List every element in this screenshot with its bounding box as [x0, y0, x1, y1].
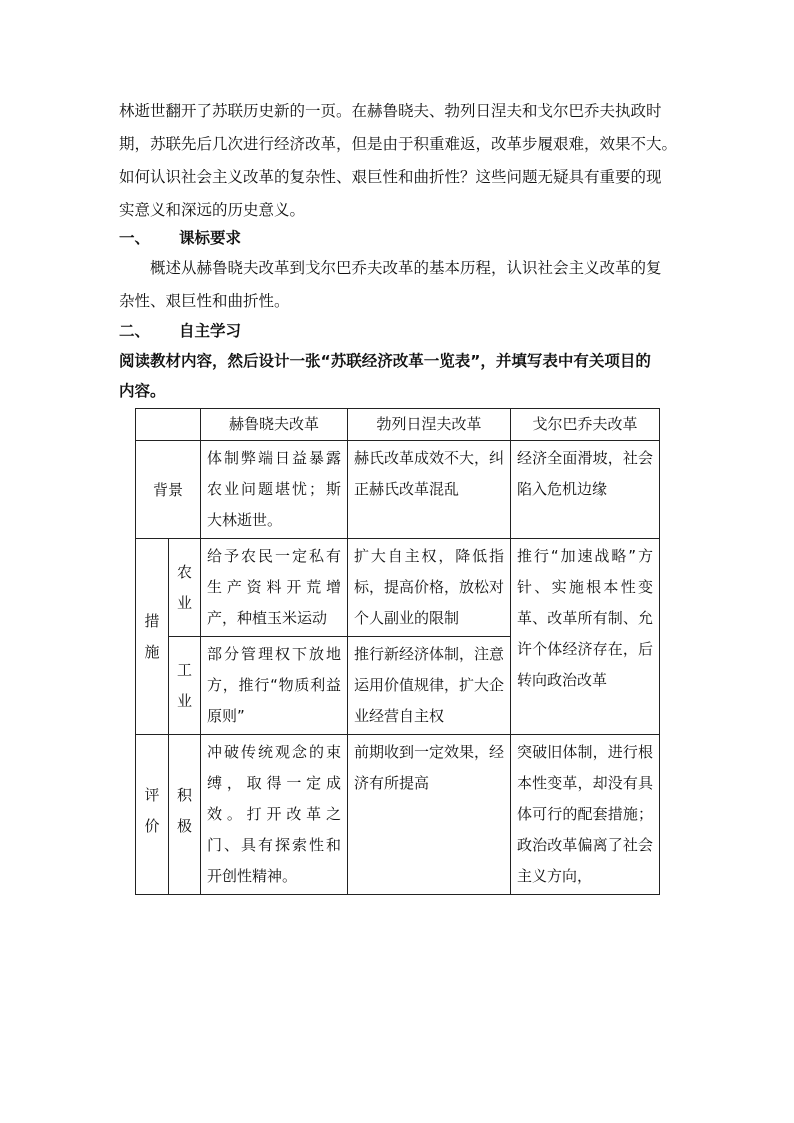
cell-background-khrushchev: 体制弊端日益暴露农业问题堪忧；斯大林逝世。 [201, 441, 348, 539]
cell-positive-gorbachev: 突破旧体制，进行根本性变革，却没有具体可行的配套措施；政治改革偏离了社会主义方向， [511, 735, 660, 895]
table-row-evaluation [136, 735, 660, 895]
intro-line: 期，苏联先后几次进行经济改革，但是由于积重难返，改革步履艰难，效果不大。 [119, 135, 678, 153]
section-number: 二、 [119, 322, 151, 340]
intro-paragraph [119, 95, 679, 227]
row-label-measures [136, 539, 169, 735]
section-heading-self-study [119, 316, 241, 346]
industry-label: 工业 [176, 660, 192, 710]
table-row-agriculture [136, 539, 660, 637]
cell-industry-brezhnev: 推行新经济体制，注意运用价值规律，扩大企业经营自主权 [348, 637, 511, 735]
standards-paragraph [119, 252, 679, 318]
intro-line: 实意义和深远的历史意义。 [119, 201, 306, 219]
cell-agriculture-brezhnev: 扩大自主权，降低指标，提高价格，放松对个人副业的限制 [348, 539, 511, 637]
section-heading-standards [119, 223, 241, 253]
row-label-background [136, 441, 201, 539]
cell-agriculture-khrushchev: 给予农民一定私有生产资料开荒增产，种植玉米运动 [201, 539, 348, 637]
standards-line: 概述从赫鲁晓夫改革到戈尔巴乔夫改革的基本历程，认识社会主义改革的复 [150, 259, 662, 277]
instruction-line: 阅读教材内容，然后设计一张“苏联经济改革一览表”，并填写表中有关项目的 [119, 352, 651, 370]
reform-table [135, 408, 660, 895]
cell-positive-khrushchev: 冲破传统观念的束缚，取得一定成效。打开改革之门、具有探索性和开创性精神。 [201, 735, 348, 895]
row-label-industry [169, 637, 201, 735]
section-number: 一、 [119, 229, 151, 247]
header-brezhnev: 勃列日涅夫改革 [348, 409, 511, 441]
background-label: 背景 [152, 481, 183, 499]
header-gorbachev: 戈尔巴乔夫改革 [511, 409, 660, 441]
measures-label: 措施 [144, 611, 160, 661]
cell-background-brezhnev: 赫氏改革成效不大，纠正赫氏改革混乱 [348, 441, 511, 539]
standards-line: 杂性、艰巨性和曲折性。 [119, 292, 290, 310]
header-khrushchev: 赫鲁晓夫改革 [201, 409, 348, 441]
section-title: 课标要求 [179, 229, 242, 247]
row-label-evaluation [136, 735, 169, 895]
table-header-row [136, 409, 660, 441]
positive-label: 积极 [176, 786, 192, 835]
cell-measures-gorbachev: 推行“加速战略”方针、实施根本性变革、改革所有制、允许个体经济存在，后转向政治改革 [511, 539, 660, 735]
row-label-agriculture [169, 539, 201, 637]
cell-background-gorbachev: 经济全面滑坡，社会陷入危机边缘 [511, 441, 660, 539]
cell-industry-khrushchev: 部分管理权下放地方，推行“物质利益原则” [201, 637, 348, 735]
agriculture-label: 农业 [176, 562, 192, 612]
table-row-background [136, 441, 660, 539]
header-corner [136, 409, 201, 441]
intro-line: 如何认识社会主义改革的复杂性、艰巨性和曲折性？这些问题无疑具有重要的现 [119, 168, 662, 186]
instruction-paragraph [119, 346, 679, 406]
instruction-line: 内容。 [119, 382, 166, 400]
intro-line: 林逝世翻开了苏联历史新的一页。在赫鲁晓夫、勃列日涅夫和戈尔巴乔夫执政时 [119, 102, 662, 120]
section-title: 自主学习 [179, 322, 242, 340]
cell-positive-brezhnev: 前期收到一定效果，经济有所提高 [348, 735, 511, 895]
row-label-positive [169, 735, 201, 895]
evaluation-label: 评价 [144, 786, 160, 835]
